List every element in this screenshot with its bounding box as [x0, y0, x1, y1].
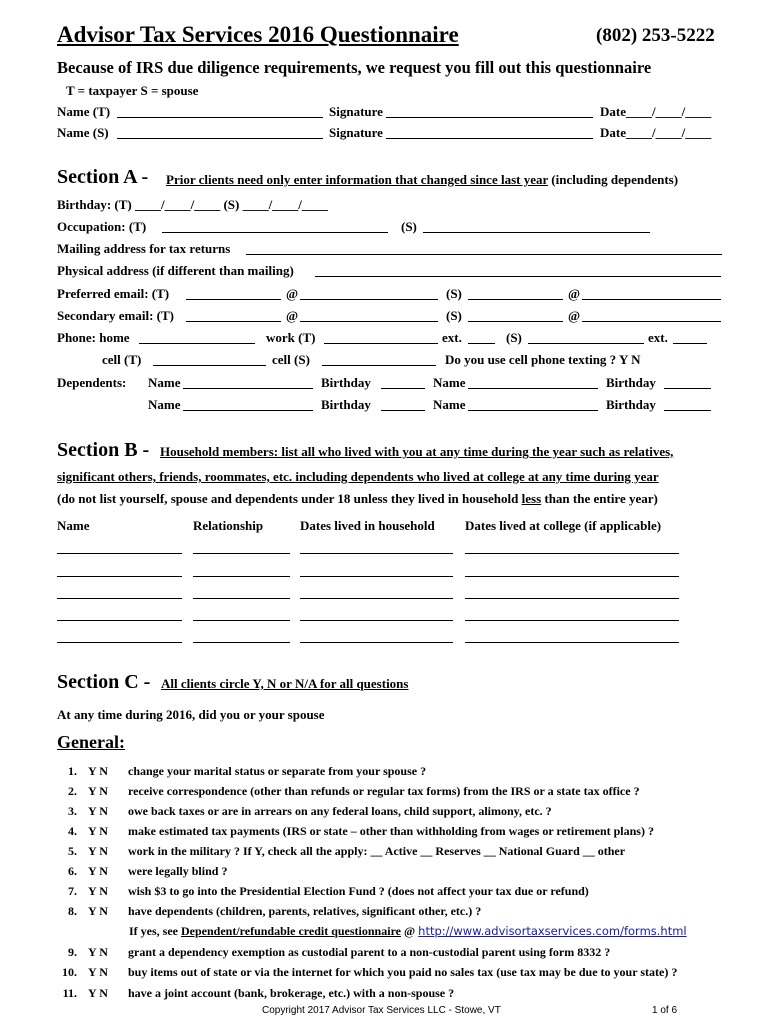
- signature-t-label: Signature: [329, 104, 383, 119]
- question-11[interactable]: 11. Y N have a joint account (bank, brokerage, etc.) with a non-spouse ?: [62, 986, 455, 1000]
- dep-birthday-field[interactable]: [381, 388, 425, 389]
- household-name-field[interactable]: [57, 598, 182, 599]
- texting-question[interactable]: Do you use cell phone texting ? Y N: [445, 352, 641, 367]
- question-2[interactable]: 2. Y N receive correspondence (other than refunds or regular tax forms) from the IRS or a state tax office ?: [68, 784, 640, 798]
- date-t-field[interactable]: Date____/____/____: [600, 104, 712, 119]
- section-c-heading: Section C -: [57, 671, 151, 693]
- dep-name-label: Name: [148, 397, 181, 412]
- household-name-field[interactable]: [57, 553, 182, 554]
- household-dates-field[interactable]: [300, 598, 453, 599]
- forms-url-link[interactable]: http://www.advisortaxservices.com/forms.html: [418, 924, 687, 938]
- signature-t-field[interactable]: [386, 117, 593, 118]
- dep-birthday-label: Birthday: [321, 375, 371, 390]
- dep-birthday-field[interactable]: [381, 410, 425, 411]
- cell-t-label: cell (T): [102, 352, 142, 367]
- question-10[interactable]: 10. Y N buy items out of state or via the internet for which you paid no sales tax (use tax may be due to your state) ?: [62, 965, 678, 979]
- dep-name-label: Name: [433, 375, 466, 390]
- dep-birthday-field[interactable]: [664, 410, 711, 411]
- household-dates-field[interactable]: [300, 553, 453, 554]
- section-c-note: All clients circle Y, N or N/A for all questions: [161, 676, 409, 691]
- col-header-dates-household: Dates lived in household: [300, 518, 435, 533]
- ext-label: ext.: [442, 330, 462, 345]
- section-b-note-line2: significant others, friends, roommates, etc. including dependents who lived at college at any time during year: [57, 469, 659, 484]
- phone-home-label: Phone: home: [57, 330, 130, 345]
- work-s-field[interactable]: [528, 343, 644, 344]
- section-a-note: Prior clients need only enter information that changed since last year (including dependents): [166, 172, 679, 187]
- section-b-heading: Section B -: [57, 439, 150, 461]
- birthday-fields[interactable]: Birthday: (T) ____/____/____ (S) ____/____/____: [57, 197, 328, 212]
- question-9[interactable]: 9. Y N grant a dependency exemption as custodial parent to a non-custodial parent using form 8332 ?: [68, 945, 611, 959]
- college-dates-field[interactable]: [465, 642, 679, 643]
- college-dates-field[interactable]: [465, 598, 679, 599]
- page-subtitle: Because of IRS due diligence requirements, we request you fill out this questionnaire: [57, 58, 652, 77]
- section-a-heading: Section A -: [57, 166, 149, 188]
- cell-t-field[interactable]: [153, 365, 266, 366]
- occupation-s-label: (S): [401, 219, 417, 234]
- dep-birthday-label: Birthday: [606, 375, 656, 390]
- name-s-label: Name (S): [57, 125, 109, 140]
- physical-address-label: Physical address (if different than mailing): [57, 263, 294, 278]
- secondary-email-t-domain[interactable]: [300, 321, 438, 322]
- question-6[interactable]: 6. Y N were legally blind ?: [68, 864, 228, 878]
- phone-number: (802) 253-5222: [596, 25, 715, 46]
- legend: T = taxpayer S = spouse: [66, 83, 199, 98]
- dep-name-field[interactable]: [468, 388, 598, 389]
- secondary-email-label: Secondary email: (T): [57, 308, 174, 323]
- work-s-ext-field[interactable]: [673, 343, 707, 344]
- work-t-ext-field[interactable]: [468, 343, 495, 344]
- secondary-email-t-user[interactable]: [186, 321, 281, 322]
- dep-birthday-label: Birthday: [606, 397, 656, 412]
- household-relationship-field[interactable]: [193, 598, 290, 599]
- question-4[interactable]: 4. Y N make estimated tax payments (IRS or state – other than withholding from wages or retirement plans) ?: [68, 824, 654, 838]
- section-c-intro: At any time during 2016, did you or your spouse: [57, 707, 325, 722]
- mailing-address-field[interactable]: [246, 254, 722, 255]
- name-s-field[interactable]: [117, 138, 323, 139]
- ext-label: ext.: [648, 330, 668, 345]
- at-sign: @: [568, 286, 581, 301]
- household-dates-field[interactable]: [300, 620, 453, 621]
- question-8-note: If yes, see Dependent/refundable credit questionnaire @ http://www.advisortaxservices.com/forms.html: [129, 924, 687, 938]
- col-header-name: Name: [57, 518, 90, 533]
- secondary-email-s-user[interactable]: [468, 321, 563, 322]
- work-t-label: work (T): [266, 330, 316, 345]
- secondary-email-s-domain[interactable]: [582, 321, 721, 322]
- phone-home-field[interactable]: [139, 343, 255, 344]
- general-heading: General:: [57, 732, 125, 752]
- at-sign: @: [286, 308, 299, 323]
- dep-name-field[interactable]: [468, 410, 598, 411]
- household-relationship-field[interactable]: [193, 642, 290, 643]
- question-3[interactable]: 3. Y N owe back taxes or are in arrears on any federal loans, child support, alimony, etc. ?: [68, 804, 552, 818]
- household-relationship-field[interactable]: [193, 553, 290, 554]
- cell-s-label: cell (S): [272, 352, 310, 367]
- mailing-address-label: Mailing address for tax returns: [57, 241, 231, 256]
- physical-address-field[interactable]: [315, 276, 721, 277]
- household-relationship-field[interactable]: [193, 576, 290, 577]
- dep-name-field[interactable]: [183, 388, 313, 389]
- page-number: 1 of 6: [652, 1005, 678, 1016]
- college-dates-field[interactable]: [465, 620, 679, 621]
- dep-birthday-field[interactable]: [664, 388, 711, 389]
- household-name-field[interactable]: [57, 620, 182, 621]
- occupation-s-field[interactable]: [423, 232, 650, 233]
- dependent-questionnaire-link-text: Dependent/refundable credit questionnaire: [180, 924, 401, 938]
- household-relationship-field[interactable]: [193, 620, 290, 621]
- name-t-label: Name (T): [57, 104, 111, 119]
- preferred-email-t-domain[interactable]: [300, 299, 438, 300]
- occupation-t-label: Occupation: (T): [57, 219, 147, 234]
- copyright: Copyright 2017 Advisor Tax Services LLC - Stowe, VT: [262, 1005, 501, 1016]
- signature-s-field[interactable]: [386, 138, 593, 139]
- dep-name-field[interactable]: [183, 410, 313, 411]
- signature-s-label: Signature: [329, 125, 383, 140]
- work-t-field[interactable]: [324, 343, 438, 344]
- question-1[interactable]: 1. Y N change your marital status or separate from your spouse ?: [68, 764, 427, 778]
- dep-birthday-label: Birthday: [321, 397, 371, 412]
- date-s-field[interactable]: Date____/____/____: [600, 125, 712, 140]
- section-b-note-line3: (do not list yourself, spouse and dependents under 18 unless they lived in household less than the entire year): [57, 491, 658, 506]
- col-header-relationship: Relationship: [193, 518, 264, 533]
- household-dates-field[interactable]: [300, 642, 453, 643]
- at-sign: @: [286, 286, 299, 301]
- college-dates-field[interactable]: [465, 553, 679, 554]
- preferred-email-s-domain[interactable]: [582, 299, 721, 300]
- question-5[interactable]: 5. Y N work in the military ? If Y, check all the apply: __ Active __ Reserves __ National Guard __ other: [68, 844, 626, 858]
- college-dates-field[interactable]: [465, 576, 679, 577]
- dependents-label: Dependents:: [57, 375, 127, 390]
- question-8[interactable]: 8. Y N have dependents (children, parents, relatives, significant other, etc.) ?: [68, 904, 482, 918]
- dep-name-label: Name: [433, 397, 466, 412]
- page-title: Advisor Tax Services 2016 Questionnaire: [57, 22, 459, 47]
- at-sign: @: [568, 308, 581, 323]
- household-dates-field[interactable]: [300, 576, 453, 577]
- cell-s-field[interactable]: [322, 365, 436, 366]
- secondary-email-s-label: (S): [446, 308, 462, 323]
- question-7[interactable]: 7. Y N wish $3 to go into the Presidential Election Fund ? (does not affect your tax due or refund): [68, 884, 589, 898]
- household-name-field[interactable]: [57, 576, 182, 577]
- dep-name-label: Name: [148, 375, 181, 390]
- work-s-label: (S): [506, 330, 522, 345]
- occupation-t-field[interactable]: [162, 232, 388, 233]
- household-name-field[interactable]: [57, 642, 182, 643]
- preferred-email-s-user[interactable]: [468, 299, 563, 300]
- preferred-email-s-label: (S): [446, 286, 462, 301]
- name-t-field[interactable]: [117, 117, 323, 118]
- section-b-note-line1: Household members: list all who lived with you at any time during the year such as relatives,: [160, 444, 674, 459]
- preferred-email-label: Preferred email: (T): [57, 286, 170, 301]
- preferred-email-t-user[interactable]: [186, 299, 281, 300]
- col-header-dates-college: Dates lived at college (if applicable): [465, 518, 662, 533]
